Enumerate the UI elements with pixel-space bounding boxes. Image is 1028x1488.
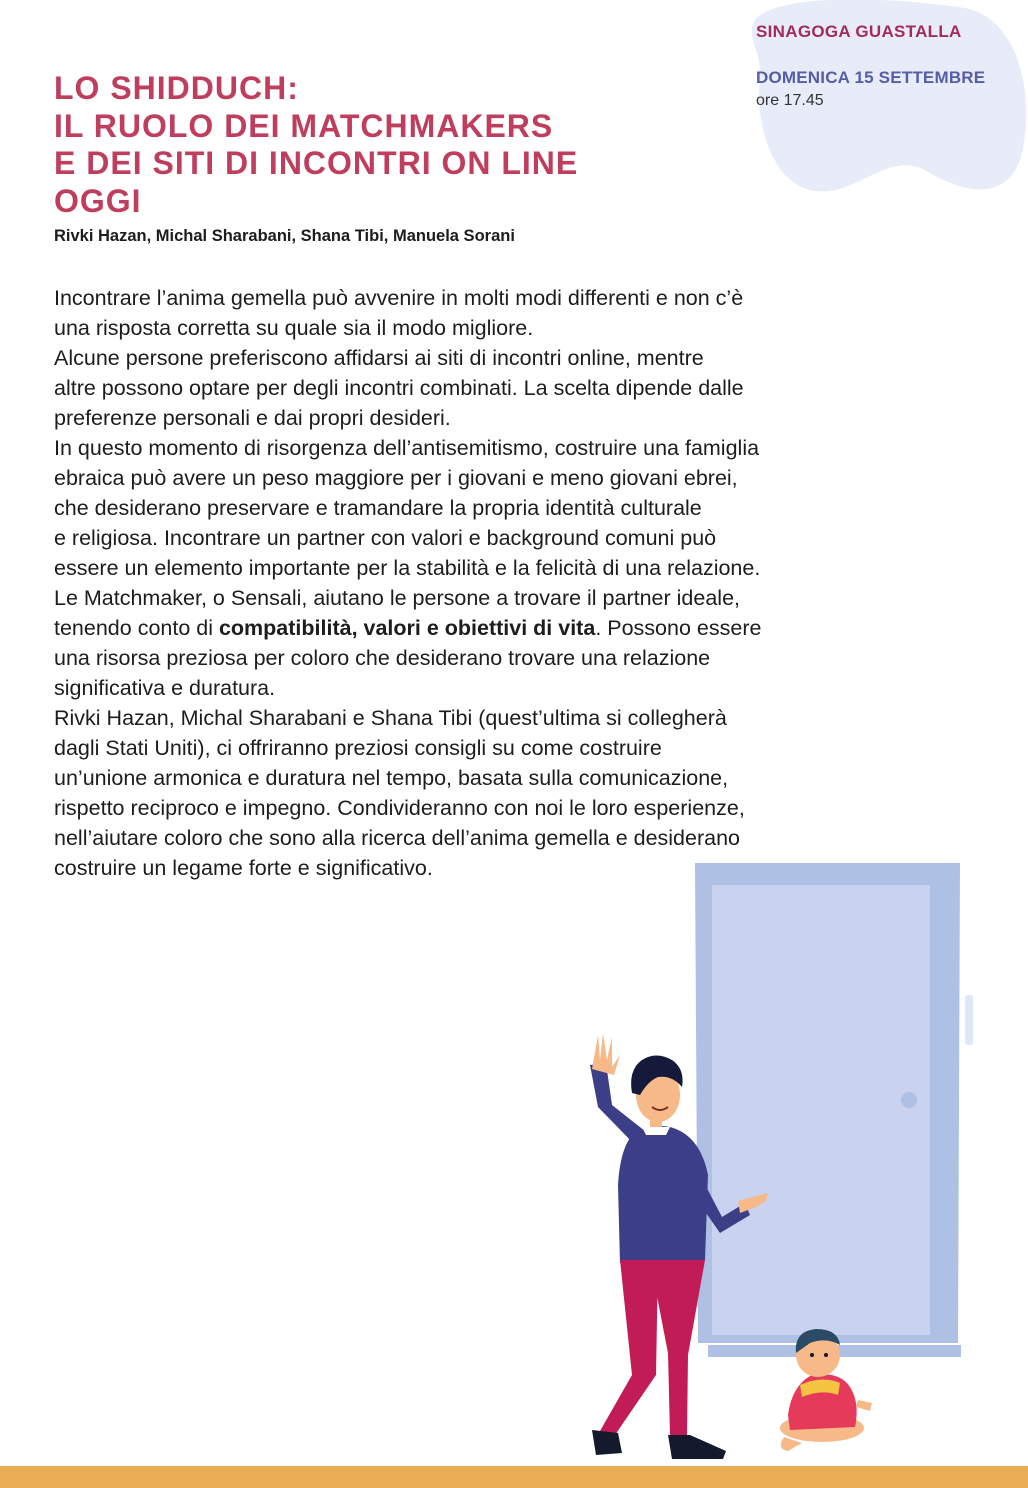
text-fragment: e xyxy=(346,706,371,730)
paragraph xyxy=(54,283,994,343)
text-line: altre possono optare per degli incontri combinati. La scelta dipende dalle xyxy=(54,376,744,400)
title-line: OGGI xyxy=(54,182,142,219)
page-title xyxy=(54,70,704,220)
text-line: nell’aiutare coloro che sono alla ricerca dell’anima gemella e desiderano xyxy=(54,826,741,850)
text-line: significativa e duratura. xyxy=(54,676,276,700)
paragraph xyxy=(54,433,994,583)
text-line: costruire un legame forte e significativo. xyxy=(54,856,433,880)
text-fragment: . Possono essere xyxy=(595,616,762,640)
title-line: LO SHIDDUCH: xyxy=(54,70,299,106)
text-line xyxy=(54,703,994,733)
speakers-list: Rivki Hazan, Michal Sharabani, Shana Tibi, Manuela Sorani xyxy=(54,227,515,245)
text-fragment: tenendo conto di xyxy=(54,616,219,640)
text-line xyxy=(54,613,994,643)
paragraph xyxy=(54,343,994,433)
text-line: Incontrare l’anima gemella può avvenire in molti modi differenti e non c’è xyxy=(54,286,744,310)
text-line: un’unione armonica e duratura nel tempo, basata sulla comunicazione, xyxy=(54,766,729,790)
text-line: essere un elemento importante per la stabilità e la felicità di una relazione. xyxy=(54,556,761,580)
text-line: Alcune persone preferiscono affidarsi ai siti di incontri online, mentre xyxy=(54,346,704,370)
text-line: una risposta corretta su quale sia il modo migliore. xyxy=(54,316,534,340)
title-line: IL RUOLO DEI MATCHMAKERS xyxy=(54,107,554,144)
text-line: dagli Stati Uniti), ci offriranno preziosi consigli su come costruire xyxy=(54,736,662,760)
text-line: rispetto reciproco e impegno. Condivideranno con noi le loro esperienze, xyxy=(54,796,745,820)
speaker-names: Shana Tibi xyxy=(370,706,473,730)
text-line: che desiderano preservare e tramandare la propria identità culturale xyxy=(54,496,702,520)
text-line: ebraica può avere un peso maggiore per i giovani e meno giovani ebrei, xyxy=(54,466,738,490)
illustration xyxy=(540,855,1028,1475)
event-date: DOMENICA 15 SETTEMBRE xyxy=(756,68,986,87)
text-fragment: (quest’ultima si collegherà xyxy=(472,706,727,730)
text-line: una risorsa preziosa per coloro che desiderano trovare una relazione xyxy=(54,646,711,670)
bottom-bar xyxy=(0,1466,1028,1488)
text-line: Le Matchmaker, o Sensali, aiutano le persone a trovare il partner ideale, xyxy=(54,586,741,610)
body-text xyxy=(54,283,994,883)
text-line: preferenze personali e dai propri desideri. xyxy=(54,406,451,430)
text-line: In questo momento di risorgenza dell’antisemitismo, costruire una famiglia xyxy=(54,436,760,460)
event-time: ore 17.45 xyxy=(756,92,824,109)
emphasis-text: compatibilità, valori e obiettivi di vita xyxy=(218,616,596,640)
venue-label: SINAGOGA GUASTALLA xyxy=(756,22,962,41)
text-line: e religiosa. Incontrare un partner con valori e background comuni può xyxy=(54,526,717,550)
title-line: E DEI SITI DI INCONTRI ON LINE xyxy=(54,145,579,181)
speaker-names: Rivki Hazan, Michal Sharabani xyxy=(54,706,347,730)
door-icon xyxy=(695,863,973,1357)
paragraph xyxy=(54,583,994,703)
